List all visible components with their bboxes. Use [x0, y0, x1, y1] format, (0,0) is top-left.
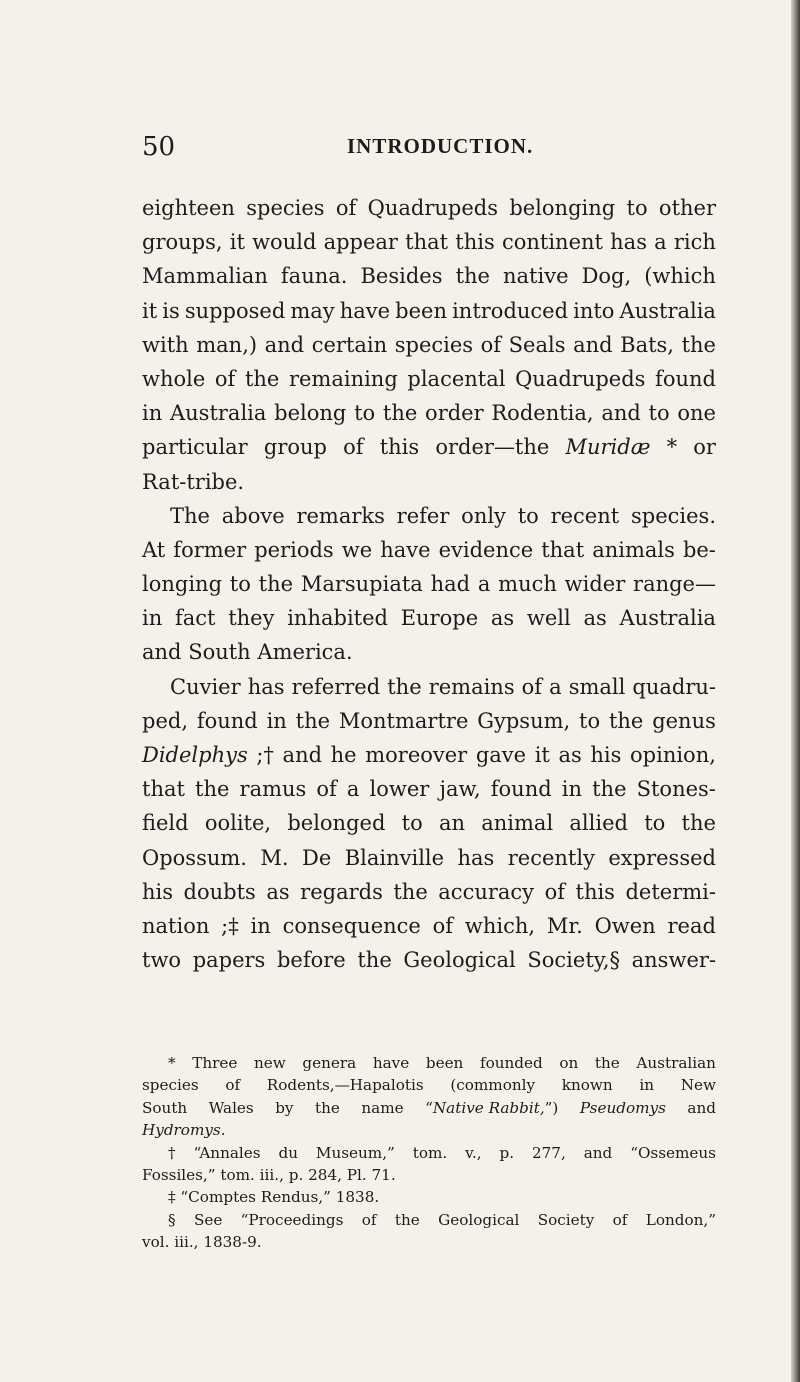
text-line: groups, it would appear that this continent has a rich [142, 230, 716, 255]
text-line: Didelphys ;† and he moreover gave it as his opinion, [142, 743, 716, 767]
text-line: At former periods we have evidence that animals be- [142, 537, 716, 562]
running-head: INTRODUCTION. [347, 134, 534, 158]
text-line: whole of the remaining placental Quadrupeds found [142, 366, 716, 391]
text-line: The above remarks refer only to recent species. [170, 503, 716, 528]
text-line: in Australia belong to the order Rodentia, and to one [142, 401, 716, 426]
footnote-line: † “Annales du Museum,” tom. v., p. 277, and “Ossemeus [168, 1143, 716, 1162]
footnote-line: Hydromys. [142, 1121, 226, 1140]
text-line: longing to the Marsupiata had a much wider range— [142, 572, 716, 597]
text-line: eighteen species of Quadrupeds belonging to other [142, 196, 716, 220]
footnote-line: ‡ “Comptes Rendus,” 1838. [168, 1188, 380, 1207]
footnote-line: species of Rodents,—Hapalotis (commonly known in New [142, 1076, 716, 1095]
body-text [142, 191, 716, 977]
text-line: that the ramus of a lower jaw, found in the Stones- [142, 777, 716, 802]
text-line: with man,) and certain species of Seals and Bats, the [142, 332, 716, 357]
text-line: and South America. [142, 640, 353, 665]
text-line: Opossum. M. De Blainville has recently expressed [142, 845, 716, 870]
footnote-line: § See “Proceedings of the Geological Society of London,” [168, 1210, 716, 1229]
text-line: his doubts as regards the accuracy of this determi- [142, 879, 716, 904]
footnote-line: Fossiles,” tom. iii., p. 284, Pl. 71. [142, 1165, 396, 1184]
text-line: Mammalian fauna. Besides the native Dog, (which [142, 264, 716, 289]
text-line: nation ;‡ in consequence of which, Mr. Owen read [142, 913, 716, 938]
footnote-line: * Three new genera have been founded on the Australian [168, 1054, 716, 1072]
text-line: in fact they inhabited Europe as well as Australia [142, 606, 716, 631]
text-line: Rat-tribe. [142, 469, 245, 494]
text-line: two papers before the Geological Society,§ answer- [142, 948, 716, 973]
footnotes [142, 1052, 716, 1254]
text-line: it is supposed may have been introduced into Australia [142, 298, 716, 323]
text-line: field oolite, belonged to an animal allied to the [142, 811, 716, 836]
footnote-line: vol. iii., 1838-9. [142, 1233, 262, 1252]
text-line: Cuvier has referred the remains of a small quadru- [170, 674, 716, 699]
page-header [142, 132, 702, 172]
text-line: ped, found in the Montmartre Gypsum, to the genus [142, 708, 716, 733]
page-number: 50 [142, 132, 176, 162]
text-line: particular group of this order—the Muridæ * or [142, 435, 716, 460]
page-edge-shadow [791, 0, 800, 1382]
footnote-line: South Wales by the name “Native Rabbit,”) Pseudomys and [142, 1098, 716, 1117]
